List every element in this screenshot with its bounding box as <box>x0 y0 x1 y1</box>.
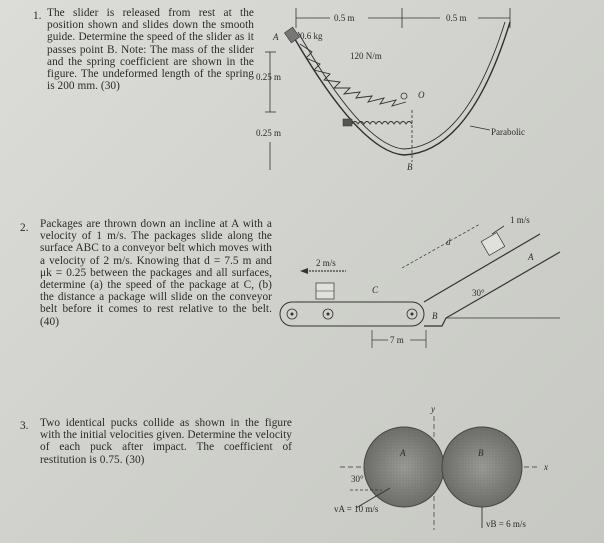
fig1-point-b: B <box>407 162 413 172</box>
fig3-axis-x: x <box>544 462 548 472</box>
fig2-belt-speed: 2 m/s <box>316 258 336 268</box>
fig1-parabolic-label: Parabolic <box>491 127 525 137</box>
fig2-point-a: A <box>528 252 534 262</box>
fig3-velocity-b: vB = 6 m/s <box>486 519 526 529</box>
fig2-velocity-a: 1 m/s <box>510 215 530 225</box>
problem-1-number: 1. <box>33 10 42 22</box>
fig1-dim-right: 0.5 m <box>446 13 467 23</box>
fig2-angle: 30° <box>472 288 485 298</box>
problem-1-text: The slider is released from rest at the position shown and slides down the smooth guide. Determine the speed of the slider as it passes point B. Note: The mass of the slider and the spring coefficient are shown in the figure. The undeformed length of the spring is 200 mm. (30) <box>47 7 254 93</box>
fig2-conveyor-belt <box>280 302 424 326</box>
fig2-point-b: B <box>432 311 438 321</box>
fig1-height-upper: 0.25 m <box>256 72 282 82</box>
problem-2-number: 2. <box>20 222 29 234</box>
fig3-angle: 30° <box>351 474 364 484</box>
fig2-horizontal-dim: 7 m <box>390 335 404 345</box>
fig1-slider <box>284 27 299 43</box>
fig2-point-c: C <box>372 285 379 295</box>
figure-2 <box>280 215 560 348</box>
problem-2-text: Packages are thrown down an incline at A with a velocity of 1 m/s. The packages slide along the surface ABC to a conveyor belt which moves with a velocity of 2 m/s. Knowing that d = 7.5 m and μk = 0.25 between the packages and all surfaces, determine (a) the speed of the package at C, (b) the distance a package will slide on the conveyor belt before it comes to rest relative to the belt. (40) <box>40 218 272 328</box>
fig3-velocity-a: vA = 10 m/s <box>334 504 379 514</box>
figure-1 <box>256 8 525 172</box>
fig1-parabolic-guide <box>292 22 510 155</box>
fig3-puck-a-label: A <box>400 448 406 458</box>
fig1-point-a: A <box>273 32 279 42</box>
fig1-mass-label: 0.6 kg <box>300 31 323 41</box>
fig1-point-o: O <box>418 90 425 100</box>
figure-3 <box>334 404 548 530</box>
problem-3-number: 3. <box>20 420 29 432</box>
fig1-height-lower: 0.25 m <box>256 128 282 138</box>
problem-3-text: Two identical pucks collide as shown in the figure with the initial velocities given. Determine the velocity of each puck after impact. The coefficient of restitution is 0.75. (30) <box>40 417 292 466</box>
fig2-package-a <box>481 233 505 256</box>
fig3-puck-b-label: B <box>478 448 484 458</box>
fig1-dim-left: 0.5 m <box>334 13 355 23</box>
fig2-length-d: d <box>446 237 451 247</box>
fig1-spring-k: 120 N/m <box>350 51 382 61</box>
fig3-axis-y: y <box>431 404 435 414</box>
